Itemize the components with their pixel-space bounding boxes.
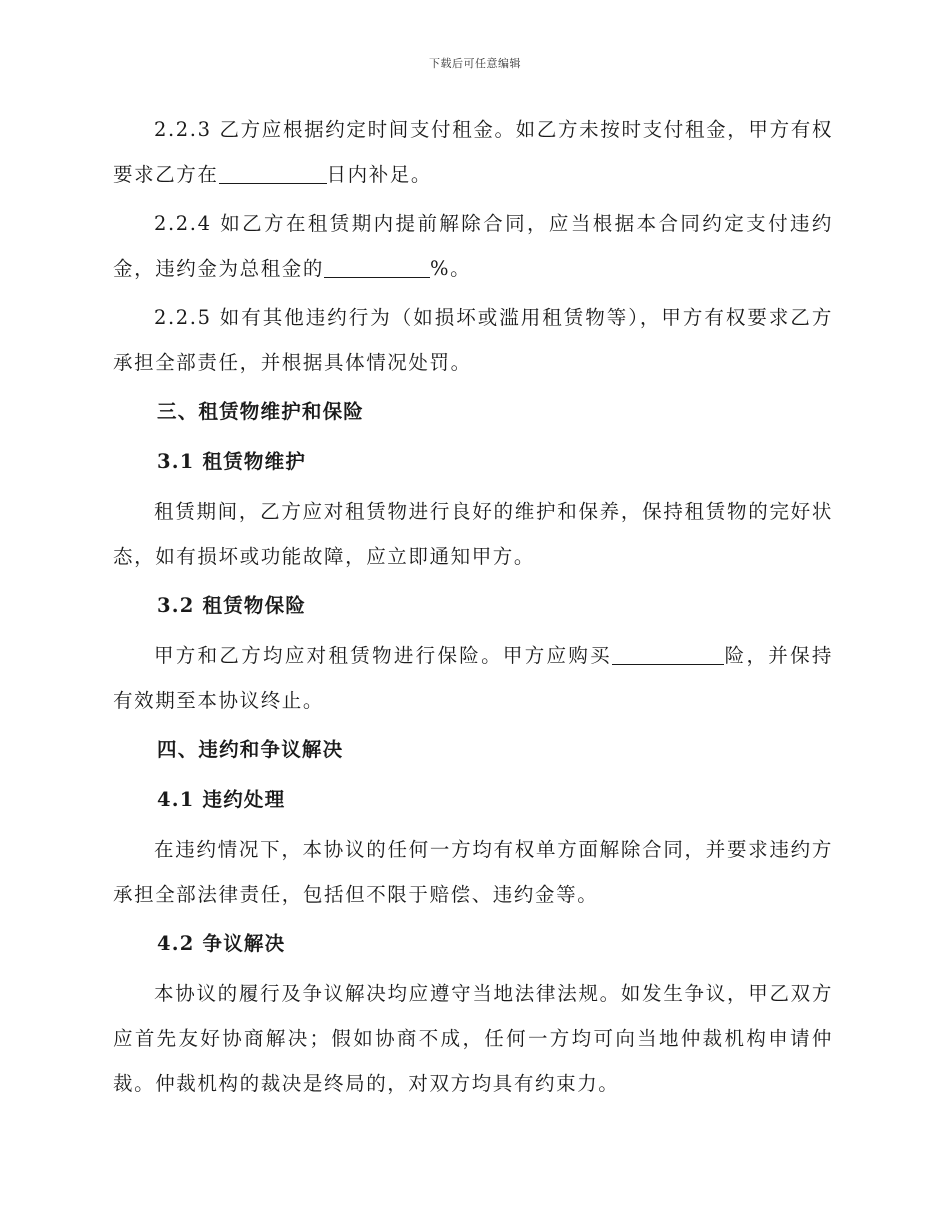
paragraph-2-2-5: 2.2.5 如有其他违约行为（如损坏或滥用租赁物等），甲方有权要求乙方承担全部责任，并根据具体情况处罚。 — [113, 306, 833, 374]
subsection-heading-3-2: 3.2 租赁物保险 — [157, 594, 307, 617]
fill-blank-days[interactable] — [219, 161, 327, 184]
paragraph-2-2-3-text-b: 日内补足。 — [326, 163, 433, 186]
paragraph-2-2-3 — [113, 107, 833, 197]
paragraph-4-1: 在违约情况下，本协议的任何一方均有权单方面解除合同，并要求违约方承担全部法律责任，包括但不限于赔偿、违约金等。 — [113, 838, 833, 906]
page-header: 下载后可任意编辑 — [429, 57, 521, 70]
paragraph-3-2-text-a: 甲方和乙方均应对租赁物进行保险。甲方应购买 — [154, 644, 612, 667]
fill-blank-insurance[interactable] — [612, 642, 724, 665]
paragraph-2-2-4 — [113, 201, 833, 291]
subsection-heading-4-2: 4.2 争议解决 — [157, 932, 286, 955]
fill-blank-percent[interactable] — [324, 255, 430, 278]
paragraph-2-2-4-text-b: %。 — [430, 257, 472, 280]
paragraph-3-2-text-b: 险，并保持有效期至本协议终止。 — [113, 644, 833, 712]
subsection-heading-4-1: 4.1 违约处理 — [157, 788, 286, 811]
paragraph-4-2: 本协议的履行及争议解决均应遵守当地法律法规。如发生争议，甲乙双方应首先友好协商解决；假如协商不成，任何一方均可向当地仲裁机构申请仲裁。仲裁机构的裁决是终局的，对双方均具有约束力。 — [113, 982, 833, 1095]
subsection-heading-3-1: 3.1 租赁物维护 — [157, 450, 307, 473]
section-heading-4: 四、违约和争议解决 — [157, 738, 344, 761]
paragraph-3-1: 租赁期间，乙方应对租赁物进行良好的维护和保养，保持租赁物的完好状态，如有损坏或功能故障，应立即通知甲方。 — [113, 500, 833, 568]
document-body — [113, 107, 833, 1110]
paragraph-2-2-4-text-a: 2.2.4 如乙方在租赁期内提前解除合同，应当根据本合同约定支付违约金，违约金为总租金的 — [113, 212, 833, 280]
paragraph-3-2 — [113, 633, 833, 723]
section-heading-3: 三、租赁物维护和保险 — [157, 400, 365, 423]
paragraph-2-2-3-text-a: 2.2.3 乙方应根据约定时间支付租金。如乙方未按时支付租金，甲方有权要求乙方在 — [113, 118, 833, 186]
